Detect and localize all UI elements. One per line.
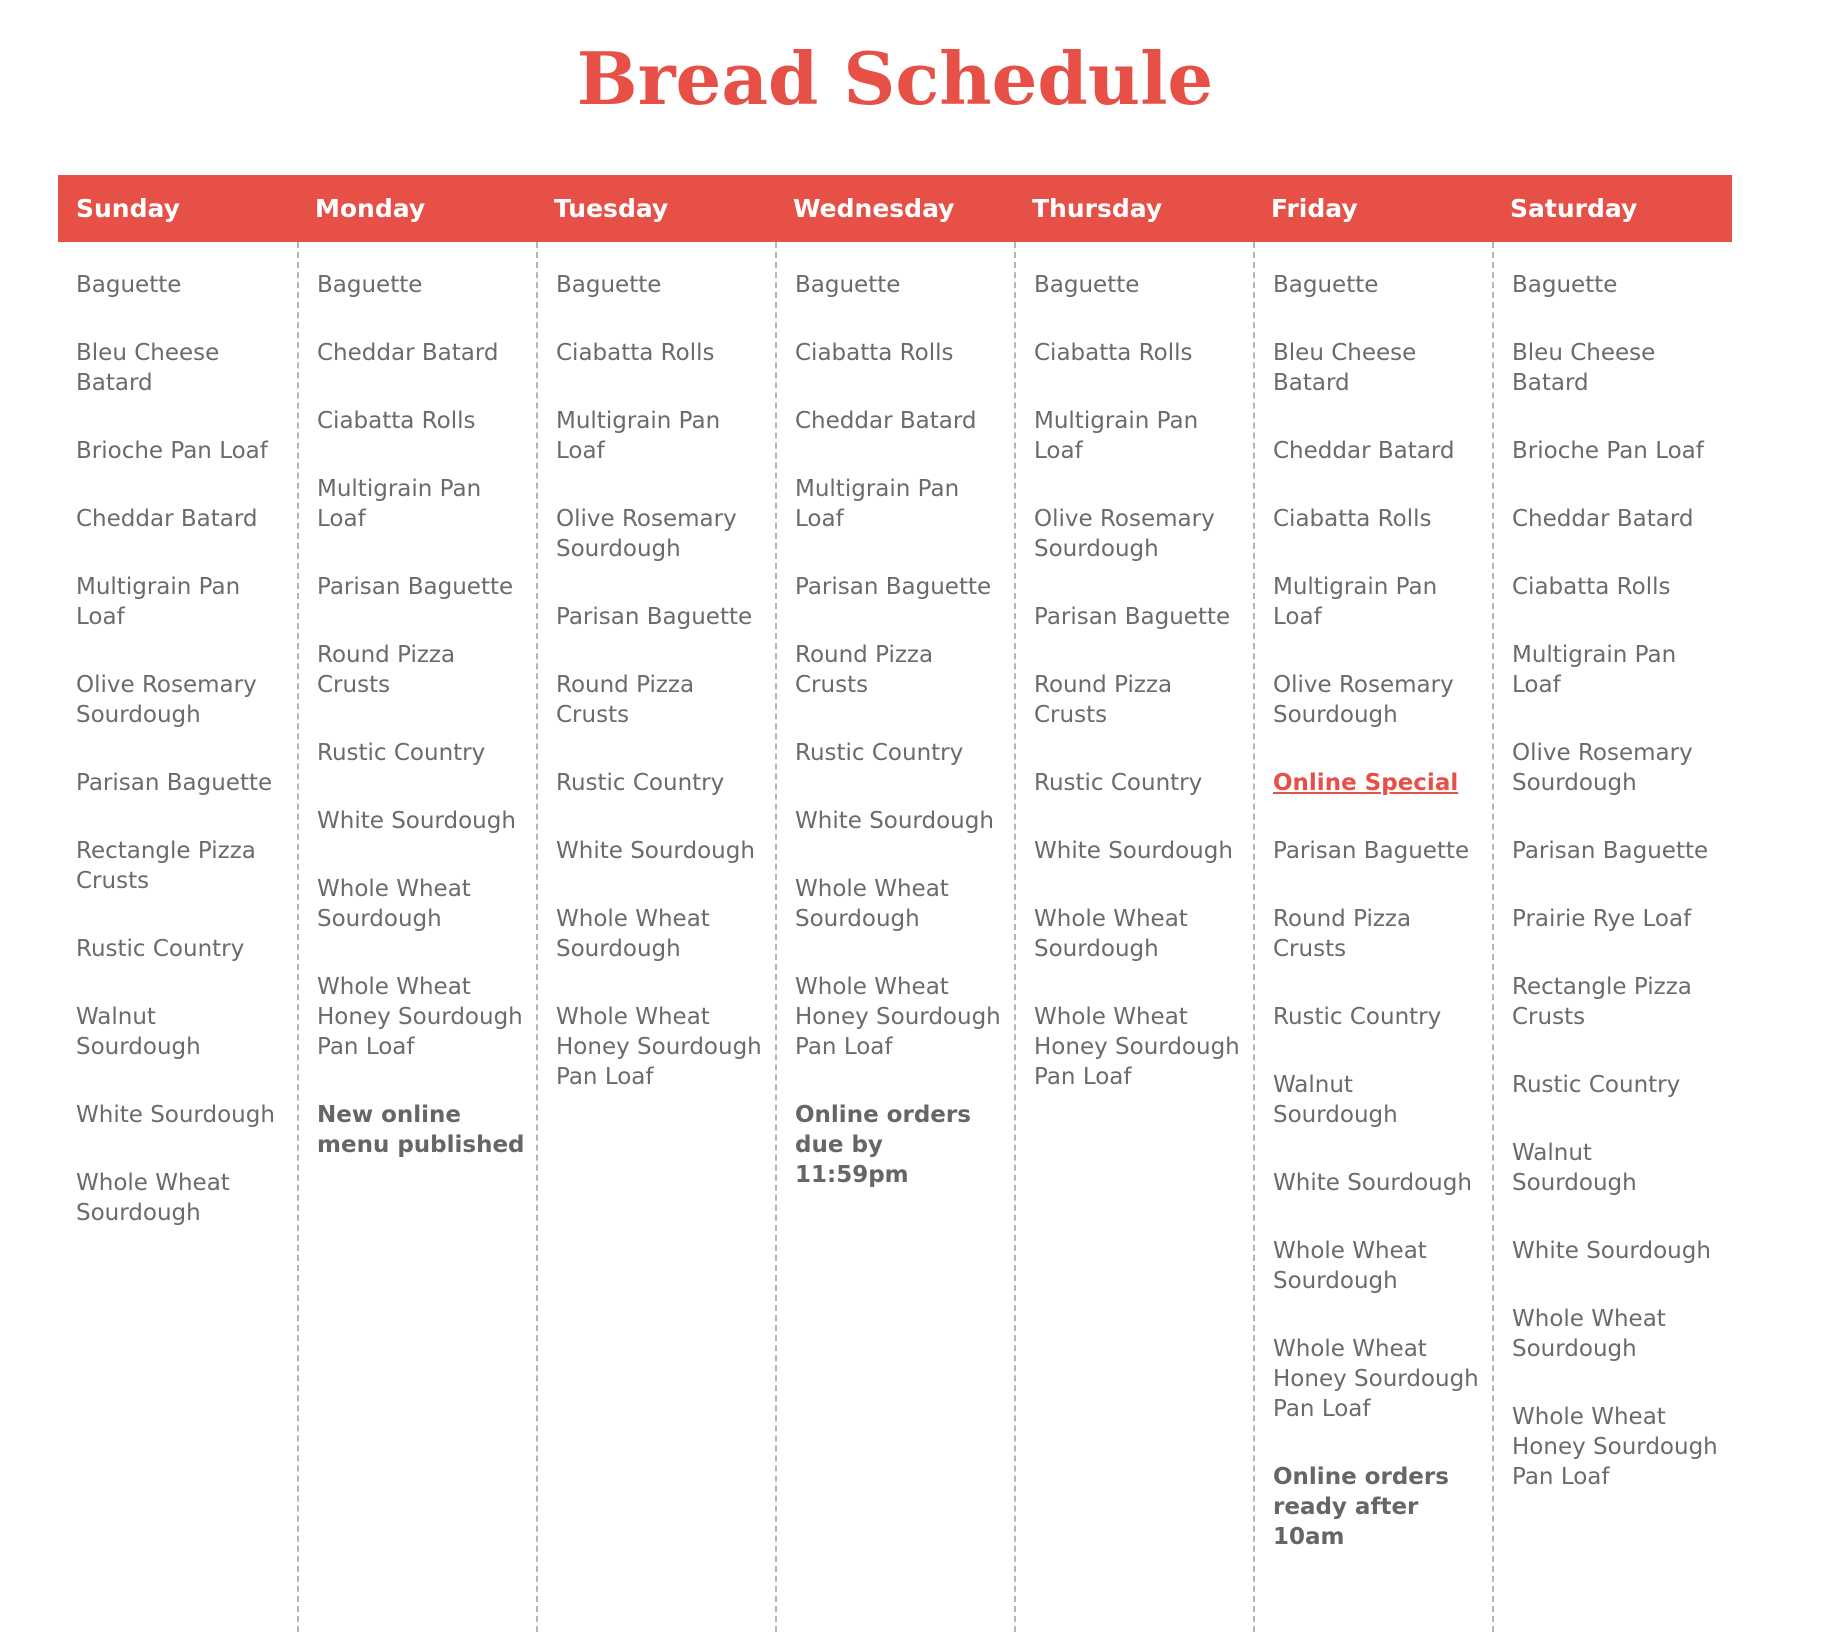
- bread-item[interactable]: White Sourdough: [1512, 1238, 1711, 1264]
- bread-item[interactable]: White Sourdough: [317, 808, 516, 834]
- bread-item[interactable]: Prairie Rye Loaf: [1512, 906, 1692, 932]
- day-column-saturday: [1492, 242, 1731, 1632]
- bread-item[interactable]: Multigrain Pan Loaf: [795, 476, 960, 532]
- day-column-wednesday: [775, 242, 1014, 1632]
- bread-item[interactable]: Cheddar Batard: [1273, 438, 1455, 464]
- bread-item[interactable]: Multigrain Pan Loaf: [76, 574, 241, 630]
- bread-item[interactable]: White Sourdough: [1034, 838, 1233, 864]
- bread-item[interactable]: Ciabatta Rolls: [556, 340, 715, 366]
- schedule-note: Online orders due by 11:59pm: [795, 1102, 971, 1188]
- bread-item[interactable]: Cheddar Batard: [795, 408, 977, 434]
- bread-item[interactable]: White Sourdough: [556, 838, 755, 864]
- bread-item[interactable]: Rustic Country: [1512, 1072, 1681, 1098]
- bread-item[interactable]: Parisan Baguette: [795, 574, 992, 600]
- bread-item[interactable]: White Sourdough: [76, 1102, 275, 1128]
- day-column-tuesday: [536, 242, 775, 1632]
- bread-item[interactable]: Multigrain Pan Loaf: [1034, 408, 1199, 464]
- bread-item[interactable]: Walnut Sourdough: [76, 1004, 201, 1060]
- bread-item[interactable]: Multigrain Pan Loaf: [556, 408, 721, 464]
- bread-item[interactable]: Whole Wheat Honey Sourdough Pan Loaf: [317, 974, 523, 1060]
- day-header-wednesday: Wednesday: [793, 194, 955, 223]
- bread-item[interactable]: Baguette: [1273, 272, 1379, 298]
- bread-item[interactable]: Olive Rosemary Sourdough: [1034, 506, 1215, 562]
- bread-item[interactable]: Whole Wheat Honey Sourdough Pan Loaf: [556, 1004, 762, 1090]
- bread-item[interactable]: Multigrain Pan Loaf: [1512, 642, 1677, 698]
- bread-item[interactable]: Baguette: [1034, 272, 1140, 298]
- day-header-monday: Monday: [315, 194, 426, 223]
- bread-item[interactable]: Walnut Sourdough: [1512, 1140, 1637, 1196]
- bread-item[interactable]: Rustic Country: [1273, 1004, 1442, 1030]
- bread-item[interactable]: Parisan Baguette: [1273, 838, 1470, 864]
- bread-item[interactable]: White Sourdough: [1273, 1170, 1472, 1196]
- bread-item[interactable]: Baguette: [556, 272, 662, 298]
- bread-item[interactable]: Whole Wheat Sourdough: [795, 876, 949, 932]
- bread-item[interactable]: Rustic Country: [76, 936, 245, 962]
- bread-item[interactable]: White Sourdough: [795, 808, 994, 834]
- bread-item[interactable]: Baguette: [795, 272, 901, 298]
- bread-item[interactable]: Whole Wheat Honey Sourdough Pan Loaf: [1512, 1404, 1718, 1490]
- bread-item[interactable]: Round Pizza Crusts: [317, 642, 456, 698]
- bread-item[interactable]: Olive Rosemary Sourdough: [1273, 672, 1454, 728]
- bread-item[interactable]: Ciabatta Rolls: [1273, 506, 1432, 532]
- bread-item[interactable]: Rustic Country: [317, 740, 486, 766]
- bread-item[interactable]: Cheddar Batard: [317, 340, 499, 366]
- bread-item[interactable]: Whole Wheat Sourdough: [556, 906, 710, 962]
- bread-item[interactable]: Whole Wheat Honey Sourdough Pan Loaf: [1034, 1004, 1240, 1090]
- bread-item[interactable]: Brioche Pan Loaf: [1512, 438, 1704, 464]
- bread-item[interactable]: Cheddar Batard: [76, 506, 258, 532]
- bread-item[interactable]: Bleu Cheese Batard: [1273, 340, 1417, 396]
- bread-item[interactable]: Whole Wheat Honey Sourdough Pan Loaf: [1273, 1336, 1479, 1422]
- bread-item[interactable]: Baguette: [1512, 272, 1618, 298]
- bread-item[interactable]: Round Pizza Crusts: [1034, 672, 1173, 728]
- bread-item[interactable]: Ciabatta Rolls: [1512, 574, 1671, 600]
- bread-item[interactable]: Parisan Baguette: [1512, 838, 1709, 864]
- bread-item[interactable]: Cheddar Batard: [1512, 506, 1694, 532]
- bread-item[interactable]: Whole Wheat Sourdough: [76, 1170, 230, 1226]
- schedule-note: Online orders ready after 10am: [1273, 1464, 1449, 1550]
- bread-item[interactable]: Rustic Country: [795, 740, 964, 766]
- bread-item[interactable]: Multigrain Pan Loaf: [317, 476, 482, 532]
- bread-item[interactable]: Rustic Country: [1034, 770, 1203, 796]
- day-header-sunday: Sunday: [76, 194, 180, 223]
- bread-item[interactable]: Baguette: [317, 272, 423, 298]
- bread-item[interactable]: Ciabatta Rolls: [317, 408, 476, 434]
- bread-item[interactable]: Brioche Pan Loaf: [76, 438, 268, 464]
- day-column-thursday: [1014, 242, 1253, 1632]
- bread-schedule-table: [58, 175, 1732, 1632]
- bread-item[interactable]: Parisan Baguette: [1034, 604, 1231, 630]
- bread-item[interactable]: Baguette: [76, 272, 182, 298]
- bread-item[interactable]: Round Pizza Crusts: [1273, 906, 1412, 962]
- bread-item[interactable]: Rectangle Pizza Crusts: [76, 838, 256, 894]
- day-header-thursday: Thursday: [1032, 194, 1163, 223]
- day-column-friday: [1253, 242, 1492, 1632]
- bread-item[interactable]: Round Pizza Crusts: [556, 672, 695, 728]
- bread-item[interactable]: Bleu Cheese Batard: [76, 340, 220, 396]
- bread-item[interactable]: Parisan Baguette: [556, 604, 753, 630]
- day-header-tuesday: Tuesday: [554, 194, 669, 223]
- day-column-sunday: [58, 242, 297, 1632]
- bread-item[interactable]: Olive Rosemary Sourdough: [76, 672, 257, 728]
- bread-item[interactable]: Parisan Baguette: [76, 770, 273, 796]
- bread-item[interactable]: Whole Wheat Sourdough: [1512, 1306, 1666, 1362]
- bread-item[interactable]: Walnut Sourdough: [1273, 1072, 1398, 1128]
- bread-item[interactable]: Ciabatta Rolls: [1034, 340, 1193, 366]
- bread-item[interactable]: Olive Rosemary Sourdough: [556, 506, 737, 562]
- schedule-note: New online menu published: [317, 1102, 525, 1158]
- bread-item[interactable]: Multigrain Pan Loaf: [1273, 574, 1438, 630]
- bread-item[interactable]: Whole Wheat Sourdough: [1034, 906, 1188, 962]
- day-columns: [58, 242, 1732, 1632]
- bread-item[interactable]: Rustic Country: [556, 770, 725, 796]
- bread-item[interactable]: Ciabatta Rolls: [795, 340, 954, 366]
- bread-item[interactable]: Rectangle Pizza Crusts: [1512, 974, 1692, 1030]
- bread-item[interactable]: Parisan Baguette: [317, 574, 514, 600]
- day-header-row: [58, 175, 1732, 242]
- bread-item[interactable]: Whole Wheat Honey Sourdough Pan Loaf: [795, 974, 1001, 1060]
- bread-item[interactable]: Whole Wheat Sourdough: [317, 876, 471, 932]
- online-special-link[interactable]: Online Special: [1273, 770, 1459, 796]
- bread-item[interactable]: Bleu Cheese Batard: [1512, 340, 1656, 396]
- bread-item[interactable]: Olive Rosemary Sourdough: [1512, 740, 1693, 796]
- day-header-friday: Friday: [1271, 194, 1358, 223]
- page-title: Bread Schedule: [576, 36, 1214, 121]
- day-header-saturday: Saturday: [1510, 194, 1638, 223]
- bread-item[interactable]: Whole Wheat Sourdough: [1273, 1238, 1427, 1294]
- bread-item[interactable]: Round Pizza Crusts: [795, 642, 934, 698]
- day-column-monday: [297, 242, 536, 1632]
